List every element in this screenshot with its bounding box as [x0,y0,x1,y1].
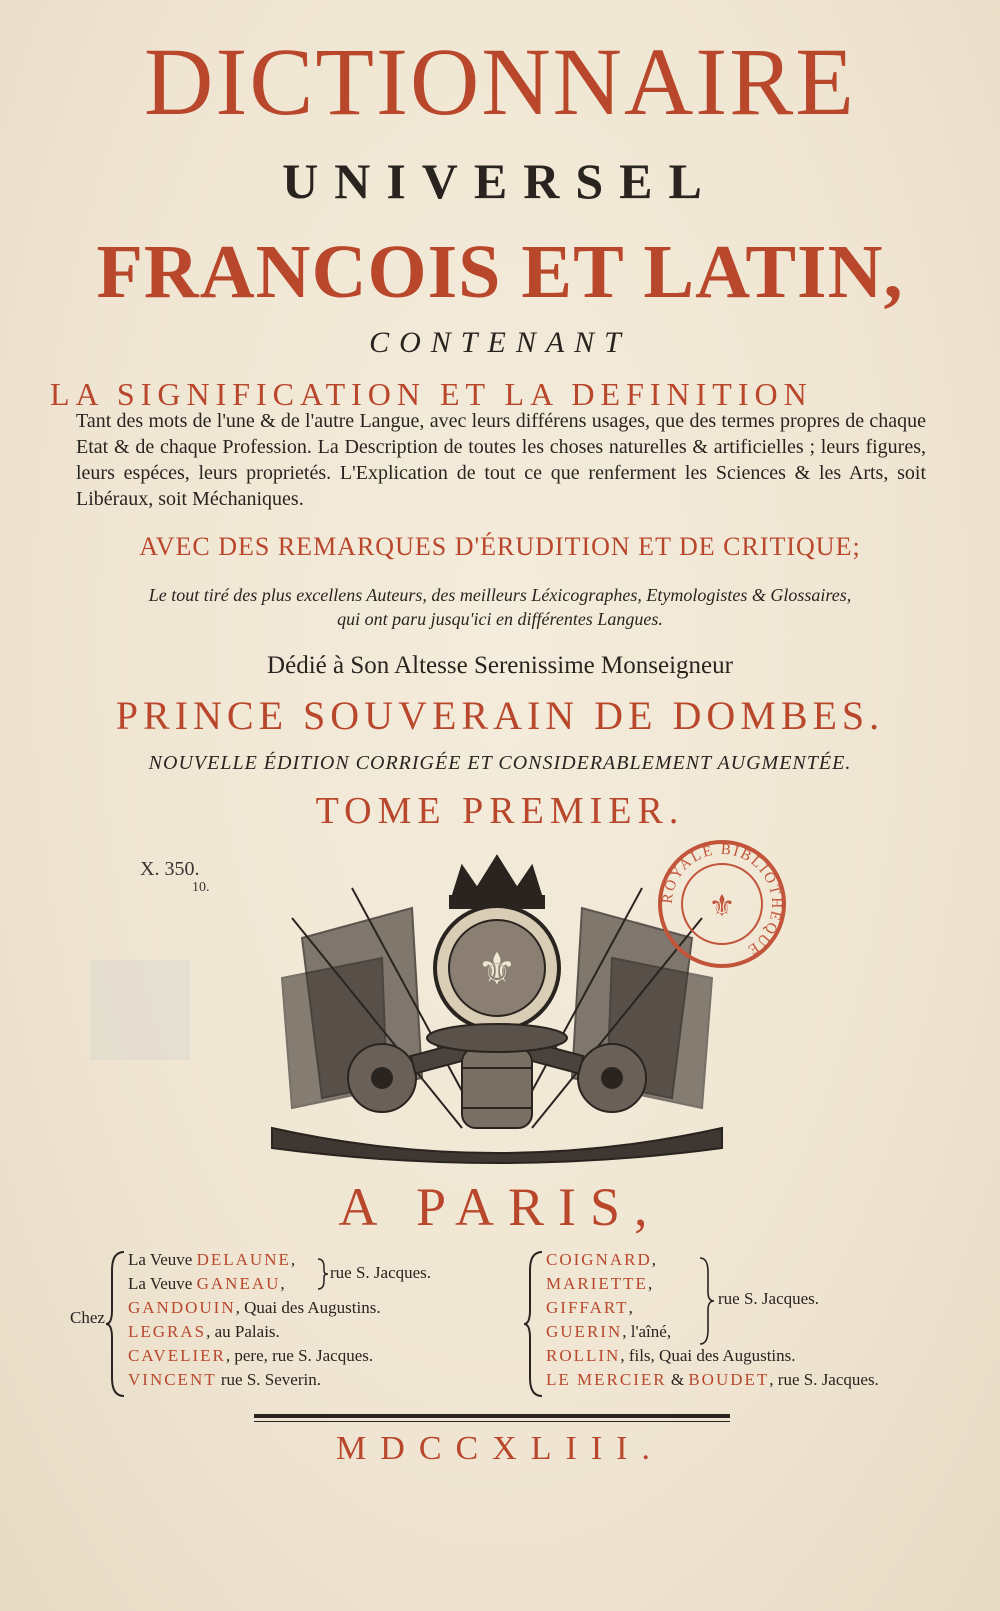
right-printer-row [546,1346,796,1366]
right-printer-row [546,1250,656,1270]
left-printer-row [128,1274,285,1294]
svg-text:⚜: ⚜ [477,944,517,995]
printer-address: , fils, Quai des Augustins. [620,1346,796,1365]
shelfmark [140,858,210,895]
printer-address: , pere, rue S. Jacques. [225,1346,374,1365]
printer-name: LE MERCIER [546,1370,667,1389]
right-inner-brace-icon [698,1256,716,1346]
tome-line: TOME PREMIER. [315,790,685,832]
printer-name: ROLLIN [546,1346,621,1365]
right-brace-icon [522,1250,546,1398]
shelfmark-main: X. 350. [140,858,200,880]
printer-address: , [628,1298,633,1317]
printer-address: & [666,1370,689,1389]
left-printer-row [128,1322,280,1342]
printer-name: MARIETTE [546,1274,648,1293]
printer-address: , au Palais. [206,1322,280,1341]
printer-name: LEGRAS [128,1322,207,1341]
right-brace-note: rue S. Jacques. [718,1289,820,1308]
printer-prefix: La Veuve [128,1274,197,1293]
left-printer-row [128,1250,295,1270]
sources-line-1: Le tout tiré des plus excellens Auteurs, des meilleurs Léxicographes, Etymologistes & Glossaires, [148,585,852,605]
printer-address: , [290,1250,296,1269]
title-line-dictionnaire: DICTIONNAIRE [144,28,856,135]
remarks-line: AVEC DES REMARQUES D'ÉRUDITION ET DE CRITIQUE; [139,532,861,561]
sources-line-2: qui ont paru jusqu'ici en différentes Langues. [337,609,663,629]
year-line: MDCCXLIII. [336,1430,664,1467]
left-brace-icon [104,1250,128,1398]
left-printer-row [128,1346,373,1366]
title-line-contenant: CONTENANT [369,326,631,359]
printer-address: , Quai des Augustins. [235,1298,381,1317]
stamp-text: ROYALE BIBLIOTHEQUE [659,841,785,959]
printer-name: CAVELIER [128,1346,226,1365]
place-line: A PARIS, [338,1177,662,1237]
svg-text:⚜: ⚜ [708,889,736,924]
printer-name: BOUDET [688,1370,770,1389]
printer-name: GUERIN [546,1322,623,1341]
right-printer-row [546,1298,633,1318]
printer-address: rue S. Severin. [216,1370,321,1389]
title-line-francois-latin: FRANCOIS ET LATIN, [96,230,904,314]
left-brace-note: rue S. Jacques. [330,1263,432,1282]
title-line-universel: UNIVERSEL [282,153,718,209]
show-through-ghost-icon [80,940,200,1070]
printer-address: , rue S. Jacques. [769,1370,879,1389]
printer-name: GANEAU [196,1274,281,1293]
printer-name: DELAUNE [196,1250,291,1269]
left-printer-row [128,1370,321,1390]
inner-brace-icon [316,1257,330,1291]
rule-thick [254,1414,730,1418]
printer-name: GANDOUIN [128,1298,236,1317]
title-line-signification: LA SIGNIFICATION ET LA DEFINITION [50,376,813,412]
left-printer-row [128,1298,381,1318]
edition-line: NOUVELLE ÉDITION CORRIGÉE ET CONSIDERABLEMENT AUGMENTÉE. [148,752,852,774]
library-stamp-icon [654,836,790,972]
printer-name: GIFFART [546,1298,629,1317]
printer-address: , [280,1274,285,1293]
printer-address: , [651,1250,656,1269]
right-printer-row [546,1322,671,1342]
imprint-chez: Chez [70,1308,105,1327]
right-printer-row [546,1274,652,1294]
dedication-line: Dédié à Son Altesse Serenissime Monseigneur [267,652,733,679]
printer-prefix: La Veuve [128,1250,197,1269]
printer-name: VINCENT [128,1370,217,1389]
description-paragraph: Tant des mots de l'une & de l'autre Langue, avec leurs différens usages, que des termes propres de chaque Etat & de chaque Profession. La Description de toutes les choses naturelles & artificielles ; leurs figures, leurs espéces, leurs proprietés. L'Explication de tout ce que renferment les Sciences & les Arts, soit Libéraux, soit Méchaniques. [76,410,926,510]
rule-thin [254,1421,730,1422]
right-printer-row [546,1370,879,1390]
prince-line: PRINCE SOUVERAIN DE DOMBES. [115,693,885,738]
printer-address: , [647,1274,653,1293]
shelfmark-sub: 10. [192,880,210,895]
printer-address: , l'aîné, [622,1322,672,1341]
printer-name: COIGNARD [546,1250,652,1269]
